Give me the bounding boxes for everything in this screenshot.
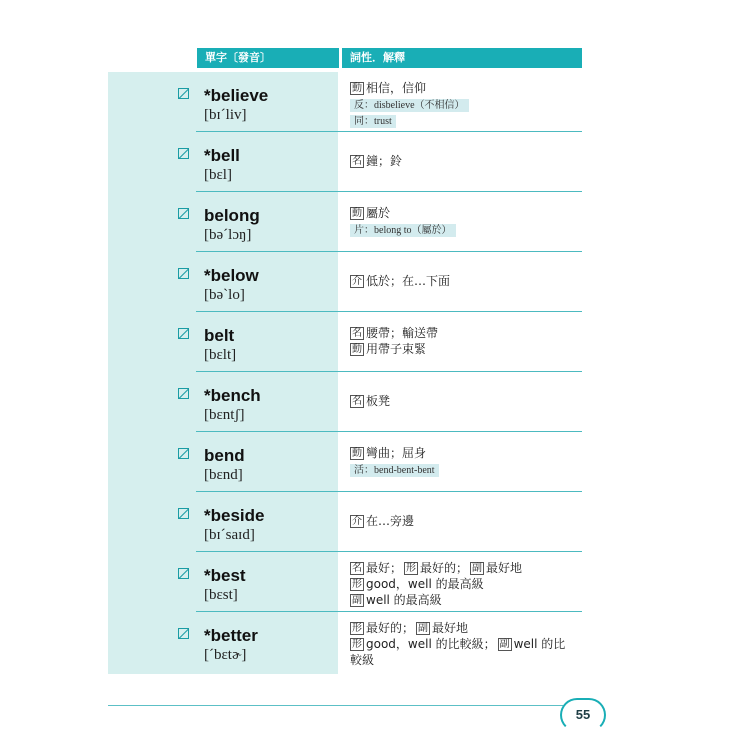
- part-of-speech-tag: 名: [352, 563, 362, 574]
- header-part-of-speech-definition: 詞性．解釋: [342, 48, 582, 68]
- vocab-word: bend: [204, 446, 245, 465]
- header-word-pronunciation: 單字〔發音〕: [197, 48, 339, 68]
- definition-block: [350, 273, 580, 289]
- part-of-speech-tag: 動: [352, 208, 362, 219]
- checkbox-icon[interactable]: [178, 448, 189, 459]
- pronunciation: [bɛl]: [204, 167, 232, 183]
- definition-line: [350, 393, 580, 409]
- word-entry: [0, 432, 750, 492]
- part-of-speech-tag: 副: [499, 639, 510, 650]
- part-of-speech-tag: 形: [352, 639, 362, 650]
- word-entry: [0, 552, 750, 612]
- checkbox-icon[interactable]: [178, 628, 189, 639]
- definition-block: [350, 325, 580, 357]
- definition-text: 最好地: [486, 561, 523, 575]
- checkbox-icon[interactable]: [178, 568, 189, 579]
- definition-text: 最好的；: [420, 561, 469, 575]
- checkbox-icon[interactable]: [178, 328, 189, 339]
- vocab-word: *believe: [204, 86, 269, 105]
- page-number: 55: [560, 698, 606, 732]
- part-of-speech-tag: 形: [406, 563, 417, 574]
- pronunciation: [bɛst]: [204, 587, 238, 603]
- vocab-word: *bench: [204, 386, 261, 405]
- word-entry: [0, 192, 750, 252]
- definition-block: [350, 620, 580, 668]
- part-of-speech-tag: 名: [352, 396, 362, 407]
- pronunciation: [bəˋlo]: [204, 287, 245, 303]
- part-of-speech-tag: 介: [352, 516, 362, 527]
- usage-note: 反：disbelieve（不相信）: [350, 99, 469, 112]
- definition-line: [350, 445, 580, 461]
- definition-line: [350, 636, 580, 652]
- word-entry: [0, 252, 750, 312]
- vocab-word: belong: [204, 206, 260, 225]
- definition-block: [350, 205, 580, 237]
- definition-block: [350, 445, 580, 477]
- definition-text: 最好；: [366, 561, 403, 575]
- part-of-speech-tag: 形: [352, 579, 362, 590]
- definition-text: 最好的；: [366, 621, 415, 635]
- definition-line: [350, 652, 580, 668]
- word-list: [0, 72, 750, 672]
- definition-text: 鐘；鈴: [366, 154, 403, 168]
- part-of-speech-tag: 副: [418, 623, 429, 634]
- checkbox-icon[interactable]: [178, 508, 189, 519]
- word-entry: [0, 72, 750, 132]
- definition-line: [350, 560, 580, 576]
- definition-text: good，well 的最高級: [366, 577, 484, 591]
- part-of-speech-tag: 介: [352, 276, 362, 287]
- checkbox-icon[interactable]: [178, 268, 189, 279]
- pronunciation: [bɪˊsaɪd]: [204, 527, 255, 543]
- definition-text: 屬於: [366, 206, 391, 220]
- part-of-speech-tag: 副: [352, 595, 362, 606]
- checkbox-icon[interactable]: [178, 88, 189, 99]
- definition-text: 彎曲；屈身: [366, 446, 427, 460]
- definition-line: [350, 221, 580, 237]
- definition-line: [350, 341, 580, 357]
- definition-text: 相信，信仰: [366, 81, 427, 95]
- pronunciation: [bɛnd]: [204, 467, 243, 483]
- pronunciation: [bəˊlɔŋ]: [204, 227, 252, 243]
- checkbox-icon[interactable]: [178, 148, 189, 159]
- definition-line: [350, 461, 580, 477]
- pronunciation: [ˊbɛtɚ]: [204, 647, 247, 663]
- definition-line: [350, 513, 580, 529]
- definition-text: 較級: [350, 653, 375, 667]
- definition-line: [350, 325, 580, 341]
- part-of-speech-tag: 動: [352, 344, 362, 355]
- vocab-word: *beside: [204, 506, 265, 525]
- part-of-speech-tag: 名: [352, 328, 362, 339]
- definition-text: well 的最高級: [366, 593, 442, 607]
- definition-block: [350, 560, 580, 608]
- definition-line: [350, 620, 580, 636]
- definition-text: 板凳: [366, 394, 391, 408]
- definition-line: [350, 273, 580, 289]
- usage-note: 活：bend-bent-bent: [350, 464, 439, 477]
- pronunciation: [bɪˊliv]: [204, 107, 247, 123]
- part-of-speech-tag: 副: [472, 563, 483, 574]
- vocab-word: *bell: [204, 146, 240, 165]
- vocab-word: belt: [204, 326, 235, 345]
- definition-text: 腰帶；輸送帶: [366, 326, 439, 340]
- word-entry: [0, 312, 750, 372]
- definition-text: 在…旁邊: [366, 514, 415, 528]
- definition-line: [350, 592, 580, 608]
- pronunciation: [bɛntʃ]: [204, 407, 245, 423]
- definition-text: 低於；在…下面: [366, 274, 451, 288]
- definition-block: [350, 513, 580, 529]
- vocab-word: *best: [204, 566, 246, 585]
- part-of-speech-tag: 動: [352, 83, 362, 94]
- definition-text: well 的比: [513, 637, 566, 651]
- definition-line: [350, 205, 580, 221]
- checkbox-icon[interactable]: [178, 208, 189, 219]
- usage-note: 同：trust: [350, 115, 396, 128]
- definition-line: [350, 153, 580, 169]
- definition-block: [350, 153, 580, 169]
- word-entry: [0, 372, 750, 432]
- footer-divider: [108, 705, 563, 706]
- pronunciation: [bɛlt]: [204, 347, 237, 363]
- table-header: [197, 48, 582, 68]
- definition-line: [350, 576, 580, 592]
- definition-text: 最好地: [432, 621, 469, 635]
- part-of-speech-tag: 名: [352, 156, 362, 167]
- usage-note: 片：belong to（屬於）: [350, 224, 456, 237]
- definition-line: [350, 96, 580, 112]
- definition-block: [350, 393, 580, 409]
- definition-text: 用帶子束緊: [366, 342, 427, 356]
- checkbox-icon[interactable]: [178, 388, 189, 399]
- definition-line: [350, 112, 580, 128]
- vocab-word: *below: [204, 266, 259, 285]
- word-entry: [0, 612, 750, 672]
- definition-block: [350, 80, 580, 128]
- definition-text: good，well 的比較級；: [366, 637, 496, 651]
- word-entry: [0, 132, 750, 192]
- word-entry: [0, 492, 750, 552]
- definition-line: [350, 80, 580, 96]
- part-of-speech-tag: 形: [352, 623, 362, 634]
- part-of-speech-tag: 動: [352, 448, 362, 459]
- vocab-word: *better: [204, 626, 258, 645]
